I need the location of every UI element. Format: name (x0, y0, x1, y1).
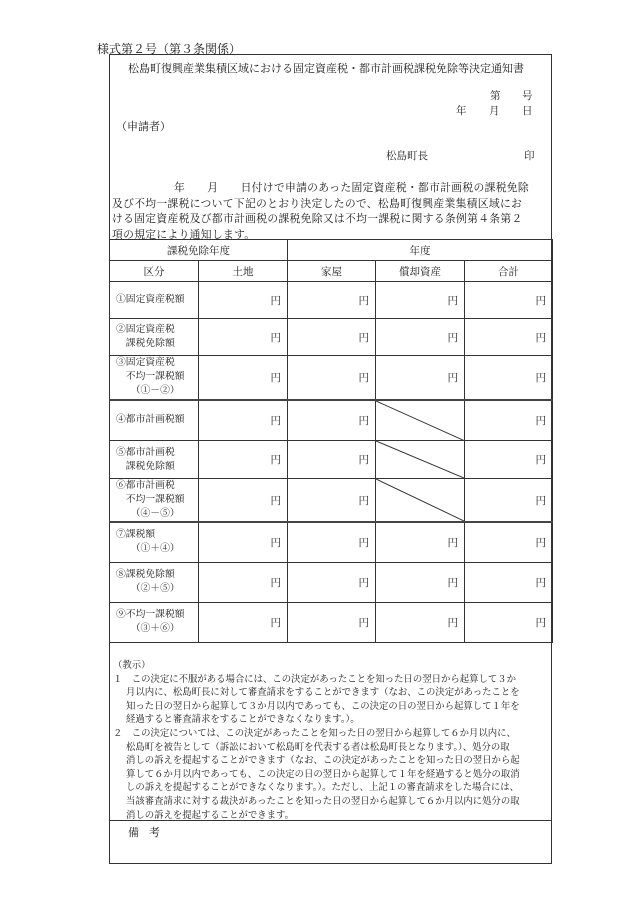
remarks-label: 備考 (128, 826, 170, 839)
row-label (110, 441, 199, 479)
header-house: 家屋 (288, 261, 376, 282)
table-row (110, 282, 553, 319)
label-line: 不均一課税額 (116, 494, 185, 505)
label-line: ⑨不均一課税額 (116, 609, 185, 620)
instructions (113, 659, 549, 822)
label-line: （②＋⑤） (116, 583, 180, 594)
label-line: 不均一課税額 (116, 371, 185, 383)
header-land: 土地 (199, 261, 288, 282)
cell-total: 円 (465, 562, 553, 602)
notes-line: 算して６か月以内であっても、この決定の日の翌日から起算して１年を経過すると処分の取消 (126, 768, 520, 780)
cell-depreciable: 円 (376, 522, 465, 562)
date-day: 日 (522, 105, 533, 117)
cell-house: 円 (288, 602, 376, 642)
label-line: ④都市計画税額 (116, 414, 185, 426)
cell-house: 円 (288, 479, 376, 523)
cell-land: 円 (199, 602, 288, 642)
cell-total: 円 (465, 479, 553, 523)
table-row (110, 441, 553, 479)
row-label (110, 479, 199, 523)
number-go: 号 (522, 90, 533, 102)
cell-land: 円 (199, 356, 288, 400)
row-label (110, 562, 199, 602)
date-year: 年 (456, 105, 467, 117)
label-line: ⑤都市計画税 (116, 446, 175, 458)
table-row (110, 400, 553, 441)
header-total: 合計 (465, 261, 553, 282)
cell-depreciable: 円 (376, 356, 465, 400)
issuer-name: 松島町長 (386, 150, 428, 162)
label-line: ②固定資産税 (116, 324, 175, 335)
table-row (110, 319, 553, 356)
notes-line: ２ この決定については、この決定があったことを知った日の翌日から起算して６か月以内に、 (113, 727, 516, 739)
notes-line: 消しの訴えを提起することができます（なお、この決定があったことを知った日の翌日から起 (126, 755, 520, 767)
cell-land: 円 (199, 441, 288, 479)
notice-body (112, 180, 542, 242)
cell-house: 円 (288, 356, 376, 400)
row-label (110, 319, 199, 356)
body-line: 及び不均一課税について下記のとおり決定したので、松島町復興産業集積区域にお (112, 196, 523, 210)
body-line: 年 月 日付けで申請のあった固定資産税・都市計画税の課税免除 (174, 181, 529, 194)
cell-house: 円 (288, 441, 376, 479)
document-title: 松島町復興産業集積区域における固定資産税・都市計画税課税免除等決定通知書 (128, 62, 524, 75)
label-line: ①固定資産税額 (116, 294, 185, 305)
diagonal-slash (376, 401, 464, 441)
row-label (110, 282, 199, 319)
diagonal-slash (376, 441, 464, 478)
cell-land: 円 (199, 562, 288, 602)
cell-total: 円 (465, 400, 553, 441)
form-number-label: 様式第２号（第３条関係） (97, 42, 242, 56)
label-line: 課税免除額 (116, 460, 175, 472)
label-line: ⑥都市計画税 (116, 480, 175, 491)
cell-land: 円 (199, 282, 288, 319)
cell-total: 円 (465, 356, 553, 400)
table-row (110, 479, 553, 523)
notes-line: １ この決定に不服がある場合には、この決定があったことを知った日の翌日から起算して３か (113, 673, 517, 685)
table-row (110, 562, 553, 602)
seal-mark: 印 (524, 150, 535, 162)
notice-form (109, 54, 552, 864)
table-row (110, 522, 553, 562)
label-line: ③固定資産税 (116, 357, 175, 369)
cell-land: 円 (199, 319, 288, 356)
notes-line: 経過すると審査請求をすることができなくなります。）。 (126, 714, 360, 726)
cell-depreciable: 円 (376, 282, 465, 319)
notes-line: 知った日の翌日から起算して３か月以内であっても、この決定の日の翌日から起算して１年を (126, 700, 520, 712)
cell-depreciable-na (376, 400, 465, 441)
table-row (110, 602, 553, 642)
table-row (110, 356, 553, 400)
row-label (110, 522, 199, 562)
cell-house: 円 (288, 522, 376, 562)
cell-land: 円 (199, 479, 288, 523)
cell-depreciable: 円 (376, 562, 465, 602)
cell-house: 円 (288, 282, 376, 319)
year-label-cell (110, 240, 288, 261)
cell-house: 円 (288, 400, 376, 441)
number-dai: 第 (490, 90, 501, 102)
body-line: 項の規定により通知します。 (112, 227, 256, 241)
notes-line: 月以内に、松島町長に対して審査請求をすることができます（なお、この決定があったことを (126, 687, 520, 699)
label-line: （①＋④） (116, 543, 180, 555)
label-line: （③＋⑥） (116, 623, 180, 634)
cell-depreciable: 円 (376, 602, 465, 642)
notes-line: 松島町を被告として（訴訟において松島町を代表する者は松島町長となります。）、処分の取 (126, 741, 510, 753)
label-line: （④－⑤） (116, 508, 180, 519)
tax-table (109, 239, 553, 643)
cell-total: 円 (465, 602, 553, 642)
year-label: 課税免除年度 (167, 244, 230, 257)
cell-land: 円 (199, 400, 288, 441)
label-line: ⑧課税免除額 (116, 569, 175, 580)
cell-depreciable-na (376, 441, 465, 479)
applicant-label: （申請者） (116, 120, 171, 133)
row-label (110, 400, 199, 441)
cell-total: 円 (465, 319, 553, 356)
notes-line: 消しの訴えを提起することができます。 (126, 809, 295, 821)
notes-line: 当該審査請求に対する裁決があったことを知った日の翌日から起算して６か月以内に処分の取 (126, 795, 520, 807)
cell-total: 円 (465, 282, 553, 319)
date-month: 月 (489, 105, 500, 117)
header-kubun: 区分 (110, 261, 199, 282)
label-line: ⑦課税額 (116, 529, 156, 541)
row-label (110, 602, 199, 642)
cell-total: 円 (465, 441, 553, 479)
cell-house: 円 (288, 562, 376, 602)
cell-depreciable: 円 (376, 319, 465, 356)
label-line: （①－②） (116, 385, 180, 397)
notes-line: しの訴えを提起することができなくなります。）。ただし、上記１の審査請求をした場合には、 (126, 782, 519, 794)
year-value: 年度 (409, 244, 431, 257)
cell-house: 円 (288, 319, 376, 356)
notes-heading: （教示） (113, 660, 151, 671)
header-depreciable: 償却資産 (376, 261, 465, 282)
label-line: 課税免除額 (116, 338, 175, 349)
row-label (110, 356, 199, 400)
cell-land: 円 (199, 522, 288, 562)
remarks-divider (109, 820, 552, 821)
diagonal-slash (376, 479, 464, 521)
body-line: ける固定資産税及び都市計画税の課税免除又は不均一課税に関する条例第４条第２ (112, 212, 523, 225)
year-value-cell (288, 240, 553, 261)
cell-total: 円 (465, 522, 553, 562)
cell-depreciable-na (376, 479, 465, 523)
